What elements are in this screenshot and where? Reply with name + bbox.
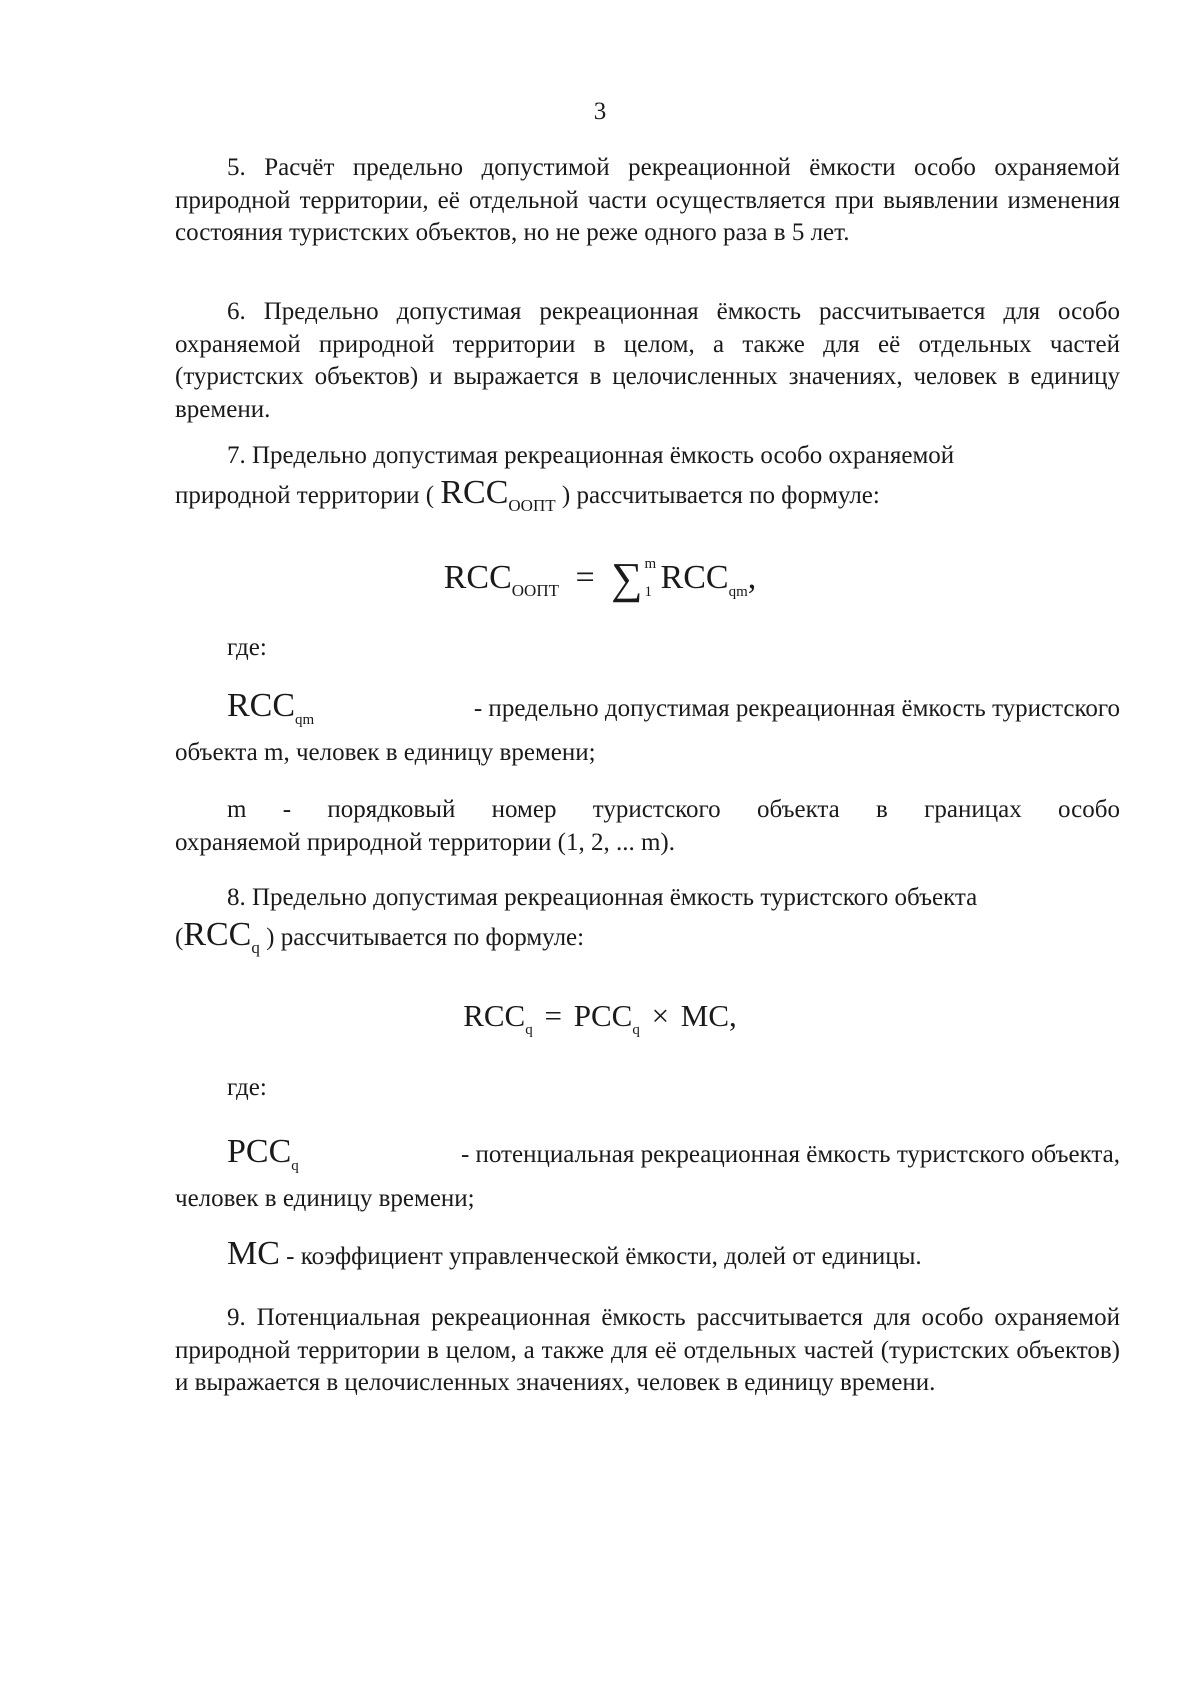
formula1-end: , [747,559,757,596]
paragraph-6 [175,296,1120,426]
formula-rcc-oopt [0,548,1200,601]
formula2-lhs: RCC [463,998,526,1033]
paragraph-9 [175,1302,1120,1400]
definition-mc-text: - коэффициент управленческой ёмкости, долей от единицы. [286,1243,922,1270]
paragraph-7-line1: 7. Предельно допустимая рекреационная ёмкость особо охраняемой [227,442,955,469]
formula1-rhs-subscript: qm [728,584,748,600]
formula2-equals: = [544,998,562,1033]
paragraph-7 [175,440,1120,522]
formula2-pcc-subscript: q [632,1022,640,1038]
definition-pcc-line2: человек в единицу времени; [175,1184,475,1212]
rcc-qm-symbol: RCC [227,687,296,724]
formula2-lhs-subscript: q [525,1022,533,1038]
pcc-subscript: q [291,1158,299,1174]
formula1-equals: = [575,559,595,596]
sum-limits [643,556,661,601]
formula-rcc-q [0,998,1200,1039]
paragraph-8-line2 [175,915,1120,965]
paragraph-7-post: ) рассчитывается по формуле: [561,481,880,509]
definition-rcc-qm-symbol-group [227,687,315,737]
sum-lower-limit: 1 [644,584,653,601]
pcc-symbol: PCC [227,1133,292,1170]
paragraph-5 [175,152,1120,250]
mc-symbol: MC [227,1235,280,1272]
where-label-1 [175,632,1120,665]
definition-m-line2: охраняемой природной территории (1, 2, ... m). [175,828,676,856]
paragraph-5-text: 5. Расчёт предельно допустимой рекреационной ёмкости особо охраняемой природной территории, её отдельной части осуществляется при выявлении изменения состояния туристских объектов, но не реже одного раза в 5 лет. [175,154,1120,246]
formula1-lhs: RCC [443,559,512,596]
paragraph-6-text: 6. Предельно допустимая рекреационная ёмкость рассчитывается для особо охраняемой природной территории в целом, а также для её отдельных частей (туристских объектов) и выражается в целочисленных значениях, человек в единицу времени. [175,298,1120,423]
definition-mc-line [175,1235,1120,1274]
definition-pcc-symbol-group [227,1133,299,1183]
formula2-mc: MC, [680,998,737,1033]
paragraph-8-line1: 8. Предельно допустимая рекреационная ёмкость туристского объекта [227,884,978,911]
definition-rcc-qm-line2: объекта m, человек в единицу времени; [175,738,596,766]
where-1-text: где: [227,634,267,661]
rcc-q-subscript: q [251,937,260,957]
paragraph-7-line2 [175,473,1120,523]
where-2-text: где: [227,1074,267,1101]
sigma-icon: ∑ [611,554,643,603]
paragraph-9-text: 9. Потенциальная рекреационная ёмкость рассчитывается для особо охраняемой природной территории в целом, а также для её отдельных частей (туристских объектов) и выражается в целочисленных значениях, человек в единицу времени. [175,1304,1120,1396]
definition-rcc-qm-text: - предельно допустимая рекреационная ёмкость туристского [473,695,1120,722]
paragraph-8-post: ) рассчитывается по формуле: [266,923,585,951]
rcc-subscript: ООПТ [508,495,556,515]
definition-pcc-line1 [175,1133,1120,1183]
rcc-symbol: RCC [440,473,509,511]
page-number: 3 [593,98,607,125]
where-label-2 [175,1072,1120,1105]
formula2-pcc: PCC [573,998,633,1033]
paragraph-7-pre: природной территории ( [175,481,435,509]
formula1-rhs: RCC [660,559,729,596]
definition-m [175,794,1120,859]
paragraph-8-pre: ( [175,923,184,951]
definition-pcc-text: - потенциальная рекреационная ёмкость туристского объекта, [460,1141,1120,1168]
definition-rcc-qm-line1 [175,687,1120,737]
rcc-qm-subscript: qm [295,712,315,728]
definition-mc [175,1235,1120,1274]
definition-pcc [175,1133,1120,1215]
formula1-lhs-subscript: ООПТ [511,581,559,600]
definition-m-line1: m - порядковый номер туристского объекта в границах особо [227,796,1120,823]
formula2-times: × [651,998,670,1033]
definition-rcc-qm [175,687,1120,769]
rcc-q-symbol: RCC [183,915,252,953]
paragraph-8 [175,882,1120,964]
sum-upper-limit: m [644,556,657,573]
